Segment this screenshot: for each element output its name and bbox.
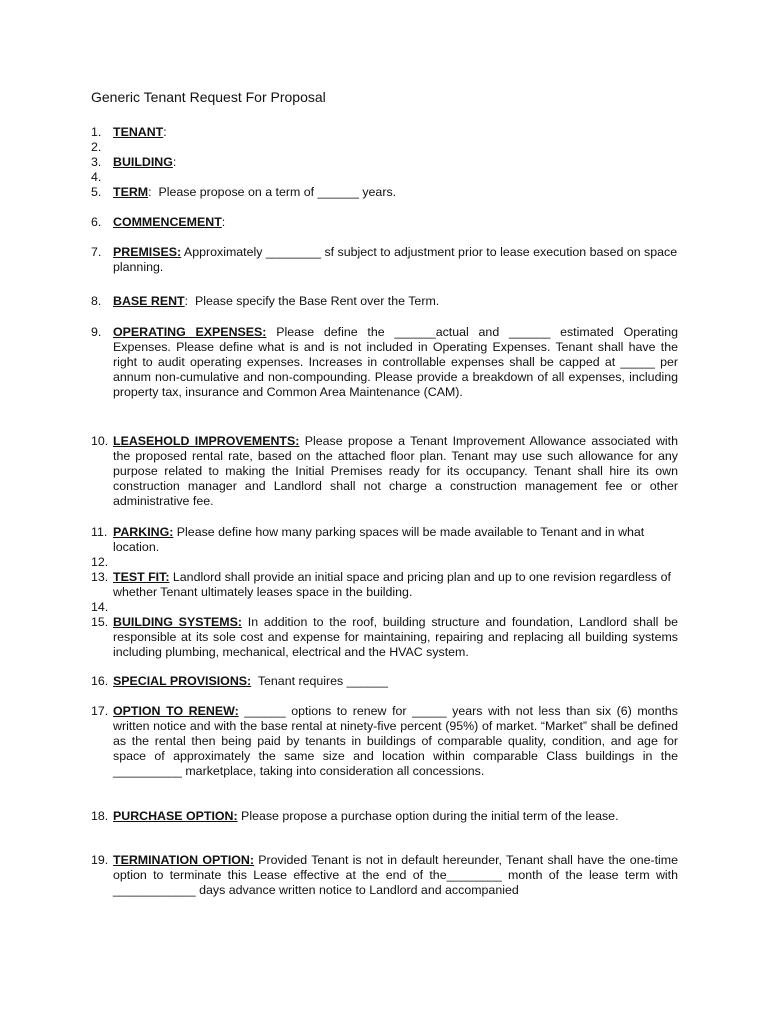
list-item-leasehold-improvements — [91, 434, 678, 509]
list-item-special-provisions — [91, 674, 678, 689]
item-text: In addition to the roof, building structure and foundation, Landlord shall be responsible at its sole cost and expense for maintaining, repairing and replacing all building systems including plumbing, mechanical, electrical and the HVAC system. — [113, 615, 678, 659]
item-number: 12. — [91, 555, 109, 569]
item-heading: OPTION TO RENEW: — [113, 704, 239, 718]
item-heading-colon: : — [163, 125, 167, 139]
list-item-base-rent — [91, 294, 678, 309]
item-number: 10. — [91, 434, 109, 448]
list-item-commencement — [91, 215, 678, 230]
item-number: 14. — [91, 600, 109, 614]
item-text: Tenant requires ______ — [251, 674, 389, 688]
item-heading: BASE RENT — [113, 294, 185, 308]
document-title: Generic Tenant Request For Proposal — [91, 89, 326, 105]
item-heading: TERM — [113, 185, 149, 199]
item-heading: BUILDING — [113, 155, 173, 169]
item-number: 7. — [91, 245, 102, 259]
item-text: ______ options to renew for _____ years with not less than six (6) months written notice and with the base rental at ninety-five percent (95%) of market. “Market” shall be defined as the rental then being paid by tenants in buildings of comparable quality, condition, and age for space of approximately the same size and location within comparable Class buildings in the __________ marketplace, taking into consideration all concessions. — [113, 704, 678, 778]
item-number: 4. — [91, 170, 102, 184]
list-item-building-systems — [91, 615, 678, 660]
item-number: 13. — [91, 570, 109, 584]
list-item-parking — [91, 525, 678, 555]
item-text: Provided Tenant is not in default hereunder, Tenant shall have the one-time option to terminate this Lease effective at the end of the________ month of the lease term with ____________ days advance written notice to Landlord and accompanied — [113, 853, 679, 897]
item-heading: COMMENCEMENT — [113, 215, 222, 229]
item-text: Approximately ________ sf subject to adjustment prior to lease execution based on space planning. — [113, 245, 678, 274]
item-number: 19. — [91, 853, 109, 867]
item-number: 6. — [91, 215, 102, 229]
item-heading: TERMINATION OPTION: — [113, 853, 255, 867]
item-heading-colon: : — [184, 294, 189, 308]
item-number: 1. — [91, 125, 102, 139]
item-heading-colon: : — [148, 185, 152, 199]
item-number: 8. — [91, 294, 102, 308]
item-number: 11. — [91, 525, 108, 539]
item-heading: PURCHASE OPTION: — [113, 809, 238, 823]
item-heading-colon: : — [221, 215, 226, 229]
list-item-option-to-renew — [91, 704, 678, 779]
list-item-blank-4 — [91, 170, 678, 185]
list-item-premises — [91, 245, 678, 275]
list-item-operating-expenses — [91, 325, 678, 400]
item-number: 9. — [91, 325, 102, 339]
item-heading: SPECIAL PROVISIONS: — [113, 674, 252, 688]
item-text: Please propose a purchase option during the initial term of the lease. — [237, 809, 619, 823]
item-number: 5. — [91, 185, 102, 199]
list-item-tenant — [91, 125, 678, 140]
list-item-termination-option — [91, 853, 678, 898]
item-heading: LEASEHOLD IMPROVEMENTS: — [113, 434, 300, 448]
item-heading: TEST FIT: — [113, 570, 170, 584]
list-item-term — [91, 185, 678, 200]
item-heading: OPERATING EXPENSES: — [113, 325, 267, 339]
list-item-blank-14 — [91, 600, 678, 615]
item-number: 17. — [91, 704, 109, 718]
list-item-purchase-option — [91, 809, 678, 824]
item-text: Please define how many parking spaces will be made available to Tenant and in what location. — [113, 525, 645, 554]
list-item-test-fit — [91, 570, 678, 600]
list-item-blank-12 — [91, 555, 678, 570]
list-item-building — [91, 155, 678, 170]
item-number: 16. — [91, 674, 109, 688]
item-number: 15. — [91, 615, 109, 629]
item-heading: TENANT — [113, 125, 164, 139]
item-text: Please specify the Base Rent over the Term. — [188, 294, 440, 308]
item-number: 2. — [91, 140, 102, 154]
item-text: Please define the ______actual and ______ estimated Operating Expenses. Please define what is and is not included in Operating Expenses. Tenant shall have the right to audit operating expenses. Increases in controllable expenses shall be capped at _____ per annum non-cumulative and non-compounding. Please provide a breakdown of all expenses, including property tax, insurance and Common Area Maintenance (CAM). — [113, 325, 678, 399]
item-heading: BUILDING SYSTEMS: — [113, 615, 243, 629]
item-heading: PREMISES: — [113, 245, 182, 259]
list-item-blank-2 — [91, 140, 678, 155]
item-text: Landlord shall provide an initial space and pricing plan and up to one revision regardless of whether Tenant ultimately leases space in the building. — [113, 570, 671, 599]
item-text: Please propose on a term of ______ years. — [151, 185, 397, 199]
item-heading: PARKING: — [113, 525, 174, 539]
item-text: Please propose a Tenant Improvement Allowance associated with the proposed rental rate, based on the attached floor plan. Tenant may use such allowance for any purpose related to making the Initial Premises ready for its occupancy. Tenant shall hire its own construction manager and Landlord shall not charge a construction management fee or other administrative fee. — [113, 434, 678, 508]
item-number: 18. — [91, 809, 109, 823]
item-number: 3. — [91, 155, 102, 169]
item-heading-colon: : — [172, 155, 177, 169]
